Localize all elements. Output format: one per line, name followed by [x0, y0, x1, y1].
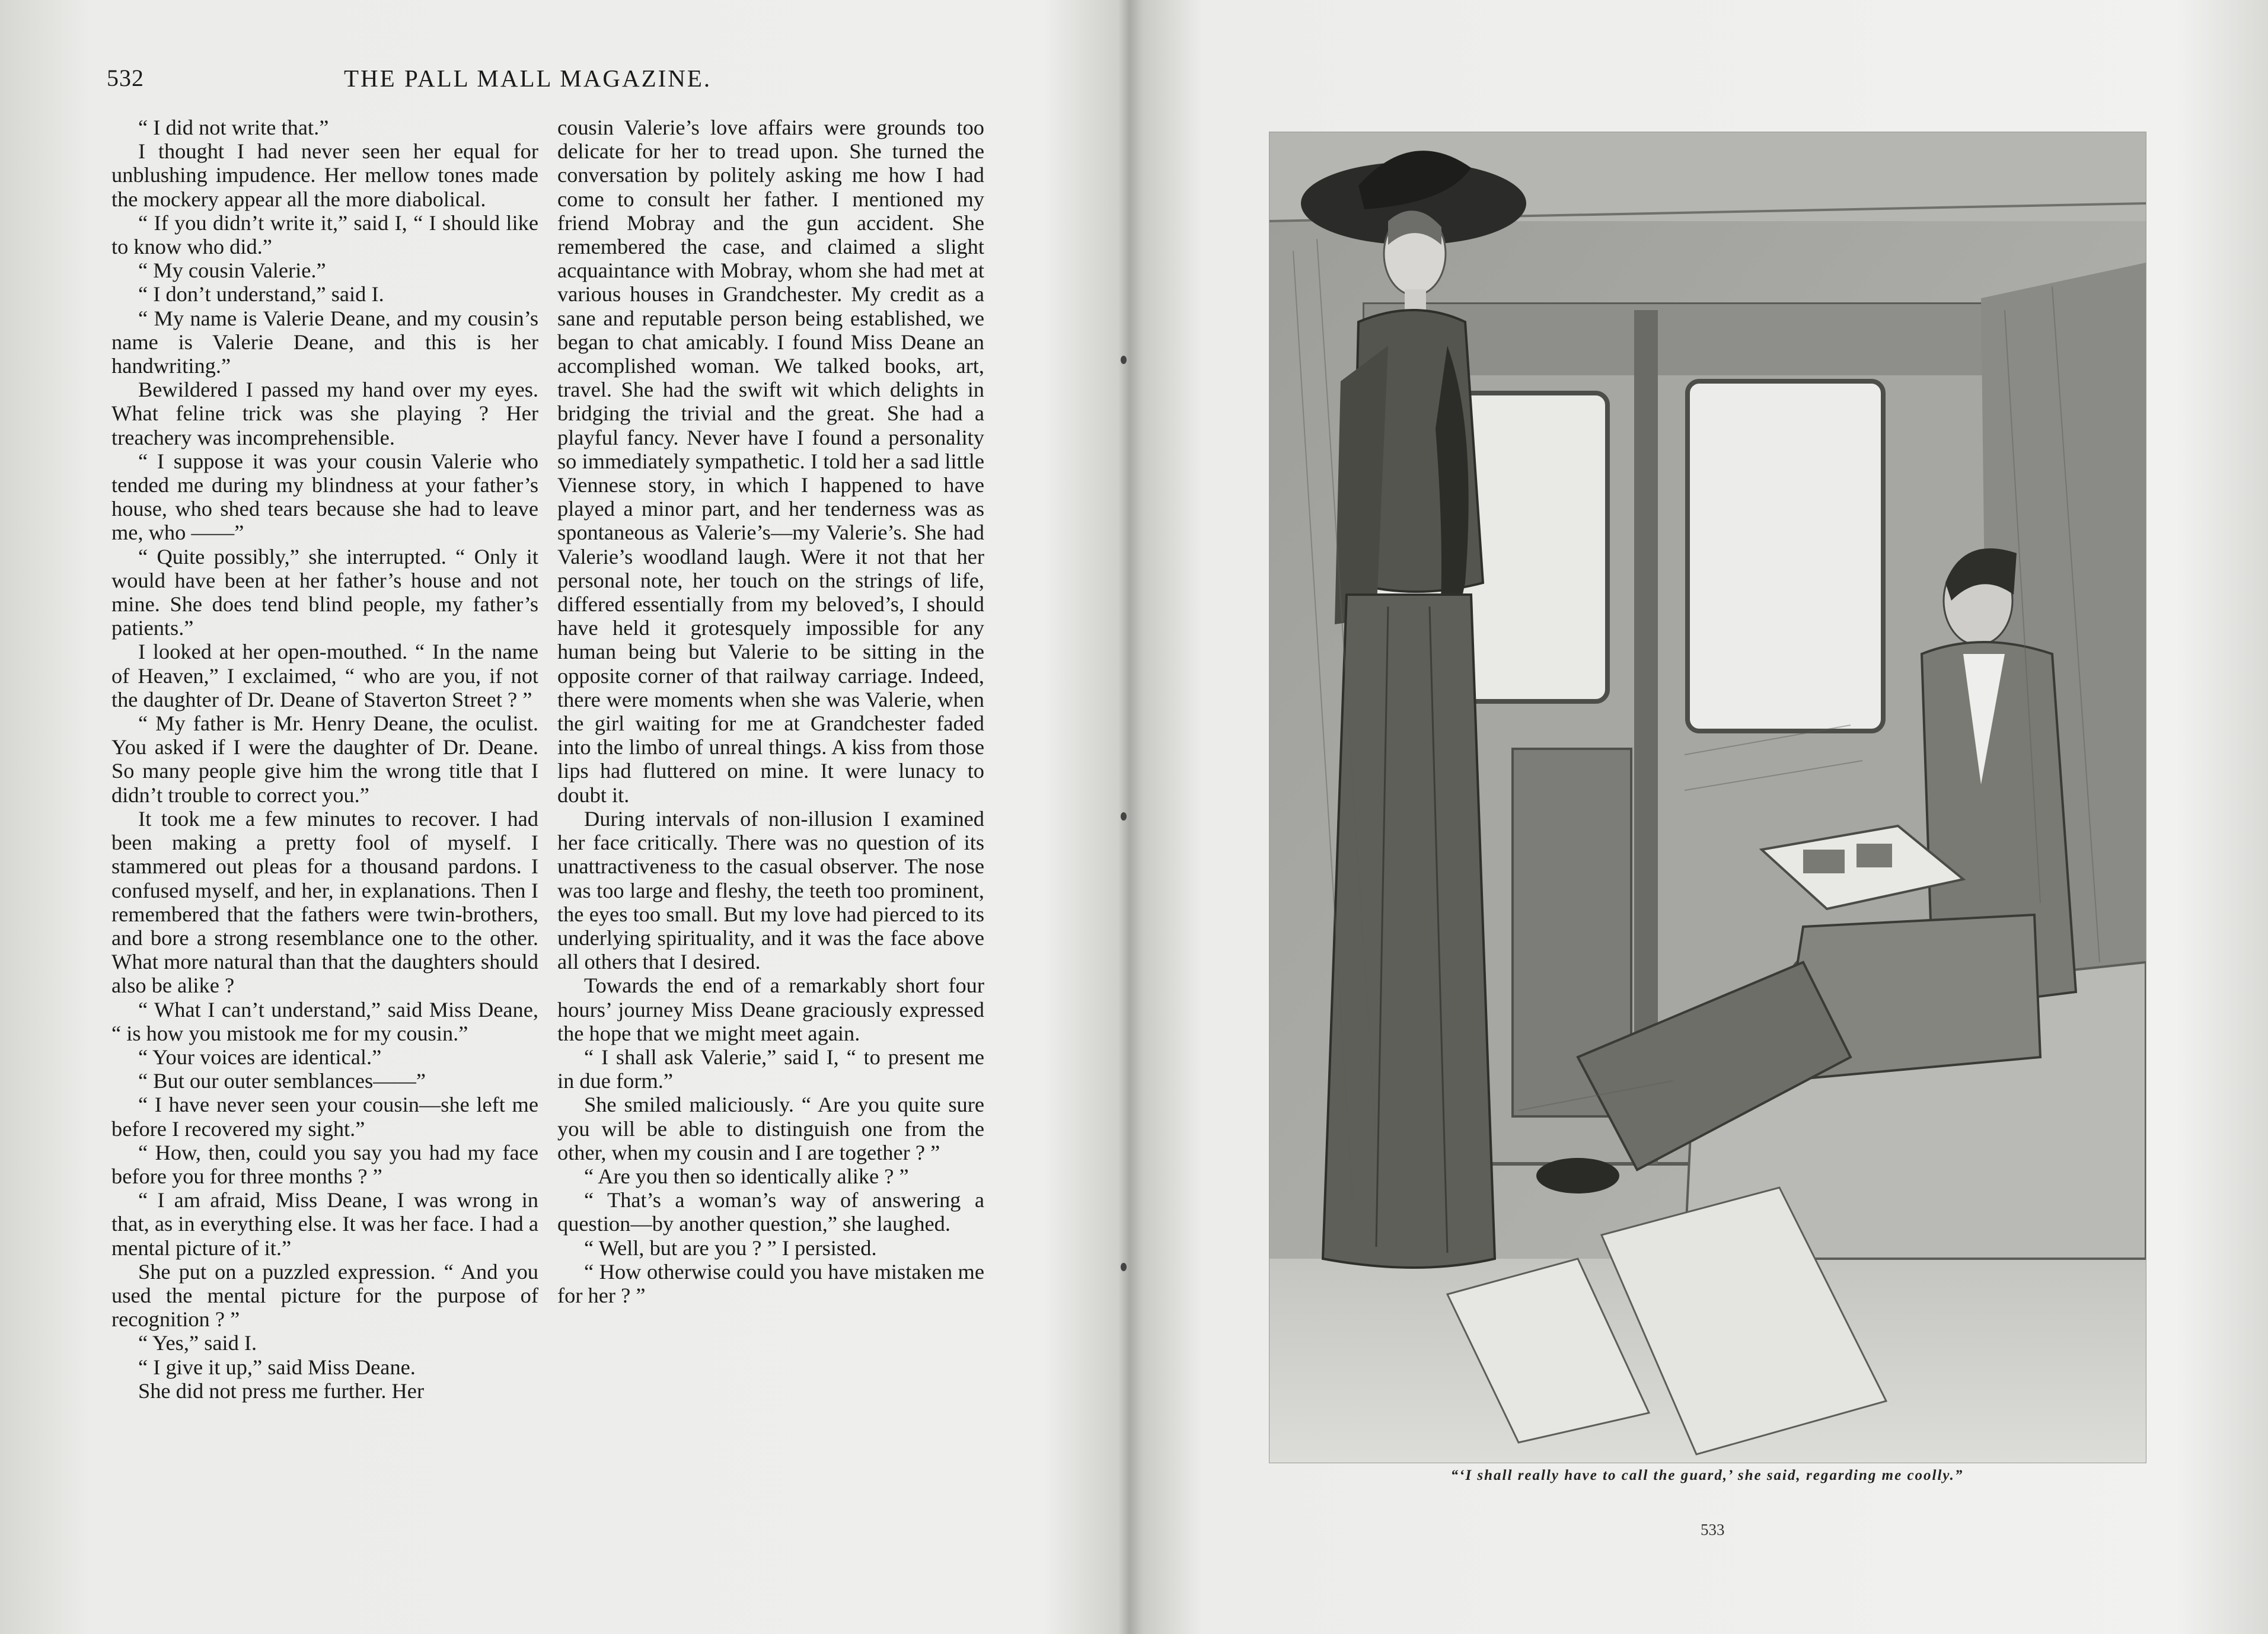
paragraph: Towards the end of a remarkably short four hours’ journey Miss Deane graciously expressed the hope that we might meet again. [557, 974, 984, 1045]
page-number-left: 532 [107, 65, 144, 91]
paragraph: “ I don’t understand,” said I. [138, 282, 384, 307]
paragraph: “ I give it up,” said Miss Deane. [138, 1355, 416, 1379]
paragraph: She did not press me further. Her [138, 1378, 425, 1403]
running-head: THE PALL MALL MAGAZINE. [344, 65, 712, 92]
paragraph: “ My father is Mr. Henry Deane, the oculist. You asked if I were the daughter of Dr. Deane. So many people give him the wrong title that I didn’t trouble to correct you.” [111, 711, 538, 807]
paragraph: “ Are you then so identically alike ? ” [584, 1164, 909, 1188]
illustration-railway-carriage [1269, 132, 2146, 1463]
paragraph: cousin Valerie’s love affairs were grounds too delicate for her to tread upon. She turned the conversation by politely asking me how I had come to consult her father. I mentioned my friend Mobray and the gun accident. She remembered the case, and claimed a slight acquaintance with Mobray, whom she had met at various houses in Grandchester. My credit as a sane and reputable person being established, we began to chat amicably. I found Miss Deane an accomplished woman. We talked books, art, travel. She had the swift wit which delights in bridging the trivial and the great. She had a playful fancy. Never have I found a personality so immediately sympathetic. I told her a sad little Viennese story, in which I happened to have played a minor part, and her tenderness was as spontaneous as Valerie’s—my Valerie’s. She had Valerie’s woodland laugh. Were it not that her personal note, her touch on the strings of life, differed essentially from my beloved’s, I should have held it grotesquely impossible for any human being but Valerie to be sitting in the opposite corner of that railway carriage. Indeed, there were moments when she was Valerie, when the girl waiting for me at Grandchester faded into the limbo of unreal things. A kiss from those lips had fluttered on mine. It were lunacy to doubt it. [557, 116, 984, 807]
paragraph: “ I am afraid, Miss Deane, I was wrong in that, as in everything else. It was her face. I had a mental picture of it.” [111, 1188, 538, 1260]
text-column-2 [557, 116, 984, 1307]
paragraph: “ I suppose it was your cousin Valerie who tended me during my blindness at your father’s house, who shed tears because she had to leave me, who ——” [111, 449, 538, 545]
paragraph: “ Yes,” said I. [138, 1331, 257, 1355]
left-page [0, 0, 1124, 1634]
paragraph: “ That’s a woman’s way of answering a question—by another question,” she laughed. [557, 1188, 984, 1236]
paragraph: She put on a puzzled expression. “ And you used the mental picture for the purpose of recognition ? ” [111, 1259, 538, 1332]
paragraph: I thought I had never seen her equal for unblushing impudence. Her mellow tones made the mockery appear all the more diabolical. [111, 139, 538, 211]
paragraph: It took me a few minutes to recover. I had been making a pretty fool of myself. I stammered out pleas for a thousand pardons. I confused myself, and her, in explanations. Then I remembered that the fathers were twin-brothers, and bore a strong resemblance one to the other. What more natural than that the daughters should also be alike ? [111, 806, 538, 998]
paragraph: “ I have never seen your cousin—she left me before I recovered my sight.” [111, 1093, 538, 1141]
paragraph: “ But our outer semblances——” [138, 1069, 426, 1093]
paragraph: “ My name is Valerie Deane, and my cousin’s name is Valerie Deane, and this is her handwriting.” [111, 306, 538, 378]
paragraph: “ My cousin Valerie.” [138, 258, 326, 283]
paragraph: “ If you didn’t write it,” said I, “ I should like to know who did.” [111, 210, 538, 259]
paragraph: She smiled maliciously. “ Are you quite sure you will be able to distinguish one from the other, when my cousin and I are together ? ” [557, 1093, 984, 1164]
text-column-1 [111, 116, 538, 1403]
paragraph: Bewildered I passed my hand over my eyes. What feline trick was she playing ? Her treachery was incomprehensible. [111, 378, 538, 449]
paragraph: “ Quite possibly,” she interrupted. “ Only it would have been at her father’s house and not mine. She does tend blind people, my father’s patients.” [111, 544, 538, 640]
paragraph: “ Your voices are identical.” [138, 1045, 382, 1069]
paragraph: I looked at her open-mouthed. “ In the name of Heaven,” I exclaimed, “ who are you, if not the daughter of Dr. Deane of Staverton Street ? ” [111, 640, 538, 711]
paragraph: “ I shall ask Valerie,” said I, “ to present me in due form.” [557, 1045, 984, 1093]
paragraph: During intervals of non-illusion I examined her face critically. There was no question of its unattractiveness to the casual observer. The nose was too large and fleshy, the teeth too prominent, the eyes too small. But my love had pierced to its underlying spirituality, and it was the face above all others that I desired. [557, 806, 984, 974]
paragraph: “ What I can’t understand,” said Miss Deane, “ is how you mistook me for my cousin.” [111, 997, 538, 1045]
paragraph: “ How otherwise could you have mistaken me for her ? ” [557, 1259, 984, 1307]
paragraph: “ How, then, could you say you had my face before you for three months ? ” [111, 1140, 538, 1188]
page-number-right: 533 [1701, 1521, 1725, 1539]
paragraph: “ Well, but are you ? ” I persisted. [584, 1236, 877, 1260]
illustration-caption: “‘I shall really have to call the guard,’ she said, regarding me coolly.” [1450, 1467, 1964, 1483]
paragraph: “ I did not write that.” [138, 116, 329, 139]
